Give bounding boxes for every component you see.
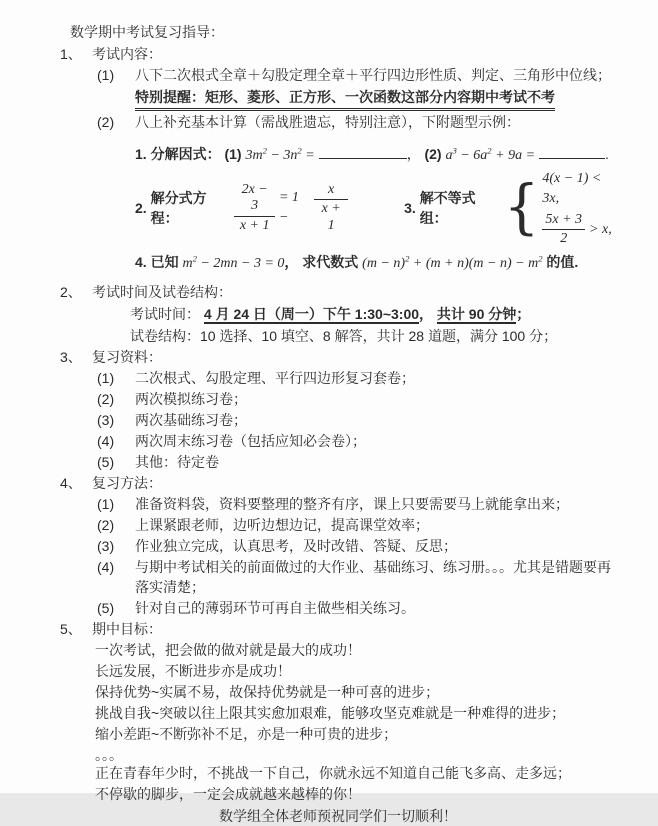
section-number: 4、 — [60, 475, 82, 491]
list-item: (1) 准备资料袋，资料要整理的整齐有序，课上只要需要马上就能拿出来； — [97, 496, 569, 512]
inequality-2: $\frac{5x + 3}{2}$ > x, — [542, 212, 616, 247]
math-problem-2 — [135, 182, 352, 233]
separator: ， — [406, 146, 421, 162]
exam-duration: 共计 90 分钟 — [436, 306, 517, 322]
section-1-heading — [60, 44, 616, 64]
math-expression: $a^3 - 6a^2 + 9a$ = — [445, 145, 536, 163]
problem-number: 3. — [404, 200, 416, 216]
section-heading-text: 考试时间及试卷结构： — [92, 284, 232, 300]
section-number: 2、 — [60, 284, 82, 300]
math-problem-4 — [135, 252, 616, 274]
document-title: 数学期中考试复习指导： — [70, 24, 224, 40]
goal-line: 不停歇的脚步，一定会成就越来越棒的你！ — [95, 786, 361, 802]
section-heading-text: 复习资料： — [92, 349, 162, 365]
item-text: 八下二次根式全章＋勾股定理全章＋平行四边形性质、判定、三角形中位线； — [135, 67, 611, 83]
section-heading-text: 期中目标： — [92, 621, 162, 637]
list-item: (5) 其他：待定卷 — [97, 454, 219, 470]
problem-number: 1. — [135, 146, 147, 162]
section-2-heading — [60, 282, 616, 302]
goal-line: 一次考试，把会做的做对就是最大的成功！ — [95, 642, 361, 658]
time-label: 考试时间： — [130, 306, 200, 322]
period: . — [604, 146, 609, 162]
inequality-1: 4(x − 1) < 3x, — [542, 170, 602, 206]
fraction: $\frac{2x - 3}{x + 1}$ — [234, 182, 275, 233]
exam-time-line — [130, 304, 616, 324]
ellipsis-line: 。。。 — [95, 747, 123, 763]
item-number: (1) — [97, 67, 115, 83]
equation-middle: = 1 − — [278, 190, 299, 225]
list-item: (5) 针对自己的薄弱环节可再自主做些相关练习。 — [97, 600, 415, 616]
structure-text: 10 选择、10 填空、8 解答，共计 28 道题，满分 100 分； — [200, 328, 558, 344]
section-number: 1、 — [60, 46, 82, 62]
section-number: 3、 — [60, 349, 82, 365]
problem-label: 解不等式组： — [419, 190, 476, 226]
math-problem-3 — [404, 169, 616, 247]
paper-structure-line — [130, 326, 616, 346]
problem-number: 4. — [135, 254, 147, 270]
section-heading-text: 考试内容： — [92, 46, 162, 62]
math-expression: $(m - n)^2 + (m + n)(m - n) - m^2$ — [362, 253, 543, 271]
problem-label: 分解因式： — [150, 146, 221, 162]
comma: ， — [284, 254, 299, 270]
goal-line: 正在青春年少时，不挑战一下自己，你就永远不知道自己能飞多高、走多远； — [95, 765, 571, 781]
closing-wishes: 数学组全体老师预祝同学们一切顺利！ — [219, 808, 457, 824]
special-reminder-note — [135, 87, 616, 111]
list-item: (2) 上课紧跟老师，边听边想边记，提高课堂效率； — [97, 517, 429, 533]
ask-label: 求代数式 — [302, 254, 359, 270]
subquestion-number: (1) — [224, 146, 242, 162]
problem-number: 2. — [135, 200, 147, 216]
semicolon: ； — [516, 306, 531, 322]
section-5-heading — [60, 619, 616, 639]
list-item: (4) 与期中考试相关的前面做过的大作业、基础练习、练习册。。。尤其是错题要再落实清楚； — [97, 559, 611, 595]
comma: ， — [419, 306, 434, 322]
list-item: (3) 两次基础练习卷； — [97, 412, 247, 428]
structure-label: 试卷结构： — [130, 328, 200, 344]
list-item: (1) 二次根式、勾股定理、平行四边形复习套卷； — [97, 370, 415, 386]
item-number: (2) — [97, 114, 115, 130]
exam-date-time: 4 月 24 日（周一）下午 1:30~3:00 — [203, 306, 420, 322]
section-number: 5、 — [60, 621, 82, 637]
list-item: (2) 两次模拟练习卷； — [97, 391, 247, 407]
tail-label: 的值. — [546, 254, 579, 270]
math-expression: $3m^2 - 3n^2$ = — [245, 145, 315, 163]
list-item: (3) 作业独立完成，认真思考，及时改错、答疑、反思； — [97, 538, 457, 554]
problem-label: 解分式方程： — [150, 190, 207, 226]
answer-blank — [539, 146, 605, 159]
goal-line: 缩小差距~不断弥补不足，亦是一种可贵的进步； — [95, 726, 398, 742]
goal-line: 长远发展，不断进步亦是成功！ — [95, 663, 291, 679]
known-label: 已知 — [150, 254, 179, 270]
math-expression: $m^2 - 2mn - 3 = 0$ — [182, 253, 285, 271]
inequality-system — [504, 169, 616, 247]
section-4-heading — [60, 473, 616, 493]
section-3-heading — [60, 347, 616, 367]
section-1-item-2 — [60, 112, 616, 132]
math-problems-2-3 — [135, 170, 616, 246]
item-text: 八上补充基本计算（需战胜遗忘，特别注意），下附题型示例： — [135, 114, 520, 130]
goal-line: 挑战自我~突破以往上限其实愈加艰难，能够攻坚克难就是一种难得的进步； — [95, 705, 566, 721]
answer-blank — [319, 146, 407, 159]
special-reminder-text: 特别提醒：矩形、菱形、正方形、一次函数这部分内容期中考试不考 — [135, 87, 555, 111]
goal-line: 保持优势~实属不易，故保持优势就是一种可喜的进步； — [95, 684, 440, 700]
math-problem-1 — [135, 144, 616, 166]
left-brace: { — [503, 173, 540, 242]
section-1-item-1 — [60, 65, 616, 85]
fraction: $\frac{x}{x + 1}$ — [314, 182, 348, 233]
system-rows — [542, 169, 616, 247]
section-heading-text: 复习方法： — [92, 475, 162, 491]
list-item: (4) 两次周末练习卷（包括应知必会卷）； — [97, 433, 366, 449]
subquestion-number: (2) — [424, 146, 442, 162]
